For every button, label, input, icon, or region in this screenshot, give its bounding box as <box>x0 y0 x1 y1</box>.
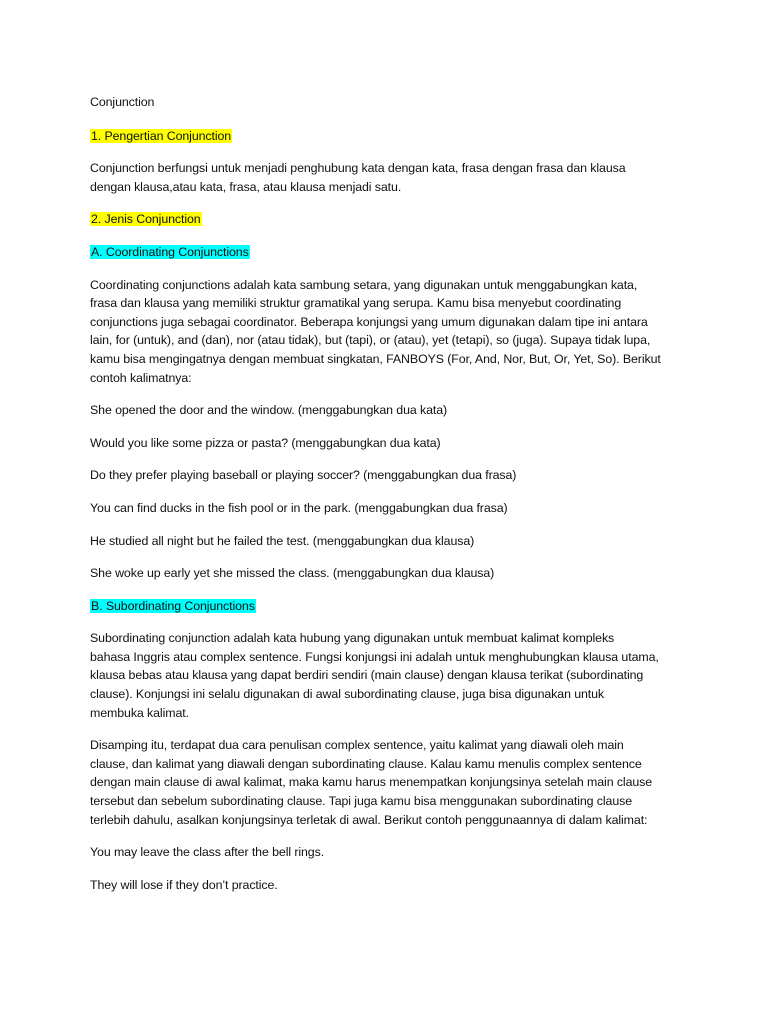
paragraph-line: Conjunction berfungsi untuk menjadi penghubung kata dengan kata, frasa dengan frasa dan klausa <box>90 161 626 176</box>
section-b-heading: B. Subordinating Conjunctions <box>91 598 255 613</box>
example-sentence: He studied all night but he failed the test. (menggabungkan dua klausa) <box>90 533 475 548</box>
paragraph-line: clause, dan kalimat yang diawali dengan subordinating clause. Kalau kamu menulis complex sentence <box>90 756 642 771</box>
paragraph-line: clause). Konjungsi ini selalu digunakan di awal subordinating clause, juga bisa digunakan untuk <box>90 687 605 702</box>
section-b-paragraph-2 <box>90 736 690 829</box>
paragraph-line: lain, for (untuk), and (dan), nor (atau tidak), but (tapi), or (atau), yet (tetapi), so (juga). Supaya tidak lupa, <box>90 333 651 348</box>
paragraph-line: dengan main clause di awal kalimat, maka kamu harus menempatkan konjungsinya setelah main clause <box>90 775 653 790</box>
paragraph-line: contoh kalimatnya: <box>90 370 192 385</box>
section-a-heading: A. Coordinating Conjunctions <box>91 244 249 259</box>
paragraph-line: bahasa Inggris atau complex sentence. Fungsi konjungsi ini adalah untuk menghubungkan klausa utama, <box>90 649 659 664</box>
section-1-heading: 1. Pengertian Conjunction <box>91 128 232 143</box>
example-sentence: She opened the door and the window. (menggabungkan dua kata) <box>90 403 448 418</box>
paragraph-line: klausa bebas atau klausa yang dapat berdiri sendiri (main clause) dengan klausa terikat (subordinating <box>90 668 644 683</box>
paragraph-line: Coordinating conjunctions adalah kata sambung setara, yang digunakan untuk menggabungkan kata, <box>90 277 638 292</box>
paragraph-line: tersebut dan sebelum subordinating clause. Tapi juga kamu bisa menggunakan subordinating clause <box>90 794 633 809</box>
section-b-paragraph-1 <box>90 629 690 722</box>
paragraph-line: membuka kalimat. <box>90 705 189 720</box>
example-sentence: Would you like some pizza or pasta? (menggabungkan dua kata) <box>90 435 441 450</box>
example-sentence: Do they prefer playing baseball or playing soccer? (menggabungkan dua frasa) <box>90 468 517 483</box>
section-2-heading-block <box>90 210 690 229</box>
paragraph-line: frasa dan klausa yang memiliki struktur gramatikal yang serupa. Kamu bisa menyebut coordinating <box>90 296 622 311</box>
example-sentence: They will lose if they don’t practice. <box>90 877 278 892</box>
paragraph-line: conjunctions juga sebagai coordinator. Beberapa konjungsi yang umum digunakan dalam tipe ini antara <box>90 314 648 329</box>
paragraph-line: kamu bisa mengingatnya dengan membuat singkatan, FANBOYS (For, And, Nor, But, Or, Yet, So). Berikut <box>90 351 661 366</box>
section-1-paragraph <box>90 159 690 196</box>
document-body <box>90 93 690 908</box>
section-1-heading-block <box>90 127 690 146</box>
example-sentence: You may leave the class after the bell rings. <box>90 845 325 860</box>
document-title: Conjunction <box>90 95 155 109</box>
example-sentence: She woke up early yet she missed the class. (menggabungkan dua klausa) <box>90 566 495 581</box>
example-sentence: You can find ducks in the fish pool or in the park. (menggabungkan dua frasa) <box>90 500 508 515</box>
section-2-heading: 2. Jenis Conjunction <box>91 212 201 227</box>
section-b-heading-block <box>90 597 690 616</box>
paragraph-line: Disamping itu, terdapat dua cara penulisan complex sentence, yaitu kalimat yang diawali oleh main <box>90 738 624 753</box>
paragraph-line: terlebih dahulu, asalkan konjungsinya terletak di awal. Berikut contoh penggunaannya di dalam kalimat: <box>90 812 648 827</box>
paragraph-line: Subordinating conjunction adalah kata hubung yang digunakan untuk membuat kalimat kompleks <box>90 631 615 646</box>
paragraph-line: dengan klausa,atau kata, frasa, atau klausa menjadi satu. <box>90 179 402 194</box>
section-a-heading-block <box>90 243 690 262</box>
section-a-paragraph <box>90 276 690 388</box>
